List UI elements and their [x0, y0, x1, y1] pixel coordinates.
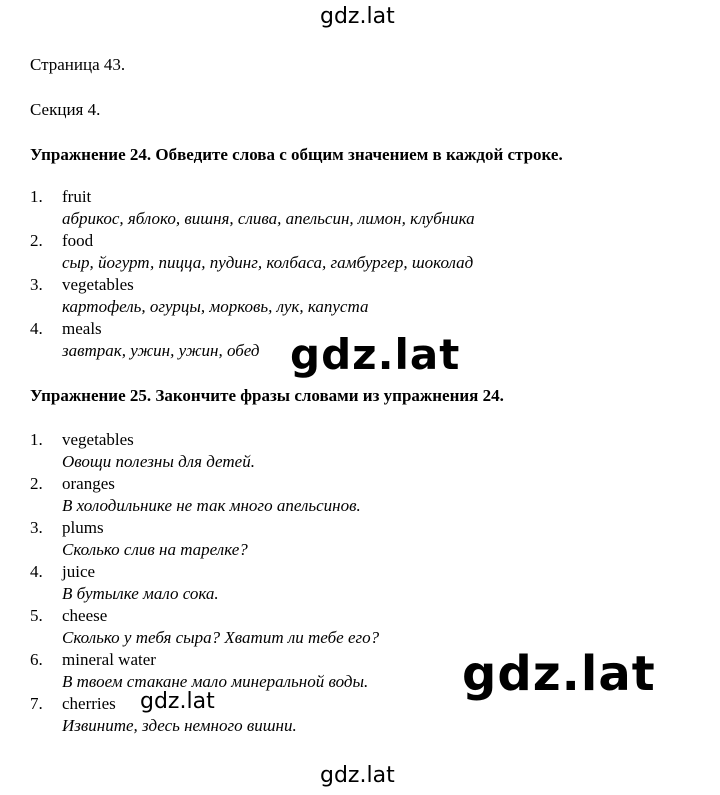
item-word: juice: [62, 562, 96, 581]
item-word: plums: [62, 518, 104, 537]
item-word: vegetables: [62, 430, 134, 449]
section-label: Секция 4.: [30, 100, 101, 119]
item-translation: картофель, огурцы, морковь, лук, капуста: [62, 297, 369, 316]
item-word: mineral water: [62, 650, 156, 669]
watermark-large: gdz.lat: [462, 646, 656, 702]
exercise-25-heading: Упражнение 25. Закончите фразы словами из упражнения 24.: [30, 386, 504, 405]
page-label: Страница 43.: [30, 55, 126, 74]
item-number: 4.: [30, 562, 43, 581]
item-number: 7.: [30, 694, 43, 713]
item-number: 5.: [30, 606, 43, 625]
watermark-bottom: gdz.lat: [320, 763, 395, 788]
item-number: 1.: [30, 430, 43, 449]
item-word: food: [62, 231, 94, 250]
item-word: cheese: [62, 606, 108, 625]
item-translation: завтрак, ужин, ужин, обед: [62, 341, 260, 360]
item-number: 2.: [30, 231, 43, 250]
item-number: 2.: [30, 474, 43, 493]
item-translation: В бутылке мало сока.: [62, 584, 219, 603]
item-number: 4.: [30, 319, 43, 338]
watermark-top: gdz.lat: [320, 4, 395, 29]
item-translation: Сколько у тебя сыра? Хватит ли тебе его?: [62, 628, 380, 647]
item-number: 3.: [30, 518, 43, 537]
item-translation: Извините, здесь немного вишни.: [62, 716, 297, 735]
item-word: cherries: [62, 694, 116, 713]
item-translation: В твоем стакане мало минеральной воды.: [62, 672, 369, 691]
exercise-24-heading: Упражнение 24. Обведите слова с общим значением в каждой строке.: [30, 145, 563, 164]
item-number: 6.: [30, 650, 43, 669]
item-translation: сыр, йогурт, пицца, пудинг, колбаса, гамбургер, шоколад: [62, 253, 474, 272]
item-number: 3.: [30, 275, 43, 294]
item-word: meals: [62, 319, 102, 338]
item-number: 1.: [30, 187, 43, 206]
item-translation: Овощи полезны для детей.: [62, 452, 255, 471]
watermark-middle: gdz.lat: [290, 330, 461, 379]
item-translation: В холодильнике не так много апельсинов.: [62, 496, 361, 515]
item-word: vegetables: [62, 275, 134, 294]
item-translation: абрикос, яблоко, вишня, слива, апельсин, лимон, клубника: [62, 209, 475, 228]
item-word: oranges: [62, 474, 115, 493]
item-word: fruit: [62, 187, 92, 206]
item-translation: Сколько слив на тарелке?: [62, 540, 248, 559]
watermark-small: gdz.lat: [140, 689, 215, 714]
